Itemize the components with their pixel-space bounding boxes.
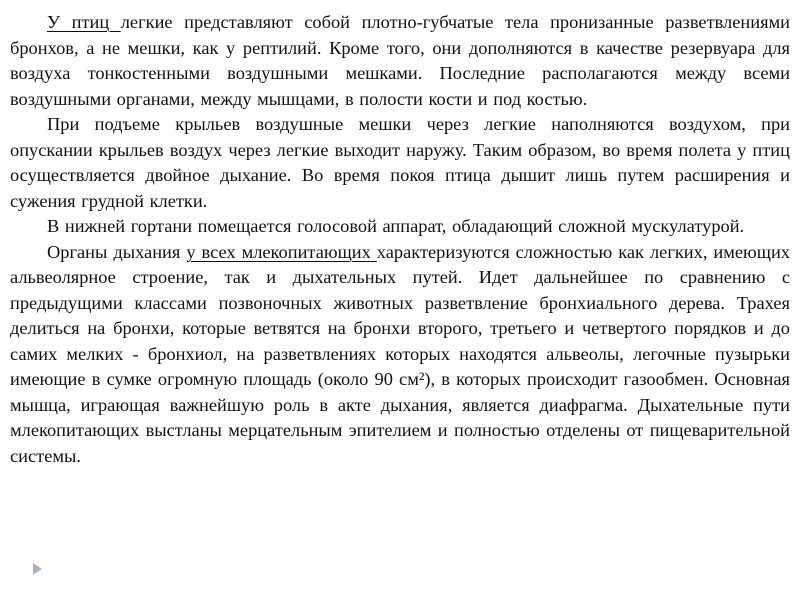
underlined-phrase-mammals: у всех млекопитающих — [186, 241, 377, 262]
play-arrow-icon[interactable] — [33, 563, 42, 575]
paragraph-text: В нижней гортани помещается голосовой аппарат, обладающий сложной мускулатурой. — [47, 216, 745, 236]
paragraph-text-before: Органы дыхания — [47, 241, 187, 262]
paragraph-birds-lungs — [10, 10, 790, 112]
paragraph-larynx — [10, 214, 790, 240]
paragraph-text: При подъеме крыльев воздушные мешки через легкие наполняются воздухом, при опускании крыльев воздух через легкие выходит наружу. Таким образом, во время полета у птиц осуществляется двойное дыхание. Во время покоя птица дышит лишь путем расширения и сужения грудной клетки. — [10, 114, 790, 211]
paragraph-text-after: характеризуются сложностью как легких, имеющих альвеолярное строение, так и дыхательных путей. Идет дальнейшее по сравнению с предыдущими классами позвоночных животных разветвление бронхиального дерева. Трахея делиться на бронхи, которые ветвятся на бронхи второго, третьего и четвертого порядков и до самих мелких - бронхиол, на разветвлениях которых находятся альвеолы, легочные пузырьки имеющие в сумке огромную площадь (около 90 см²), в которых происходит газообмен. Основная мышца, играющая важнейшую роль в акте дыхания, является диафрагма. Дыхательные пути млекопитающих выстланы мерцательным эпителием и полностью отделены от пищеварительной системы. — [10, 241, 790, 466]
paragraph-mammals — [10, 240, 790, 470]
underlined-phrase-birds: У птиц — [47, 12, 121, 32]
paragraph-air-sacs — [10, 112, 790, 214]
slide-text — [10, 10, 790, 469]
paragraph-text: легкие представляют собой плотно-губчатые тела пронизанные разветвлениями бронхов, а не мешки, как у рептилий. Кроме того, они дополняются в качестве резервуара для воздуха тонкостенными воздушными мешками. Последние располагаются между всеми воздушными органами, между мышцами, в полости кости и под костью. — [10, 12, 791, 109]
